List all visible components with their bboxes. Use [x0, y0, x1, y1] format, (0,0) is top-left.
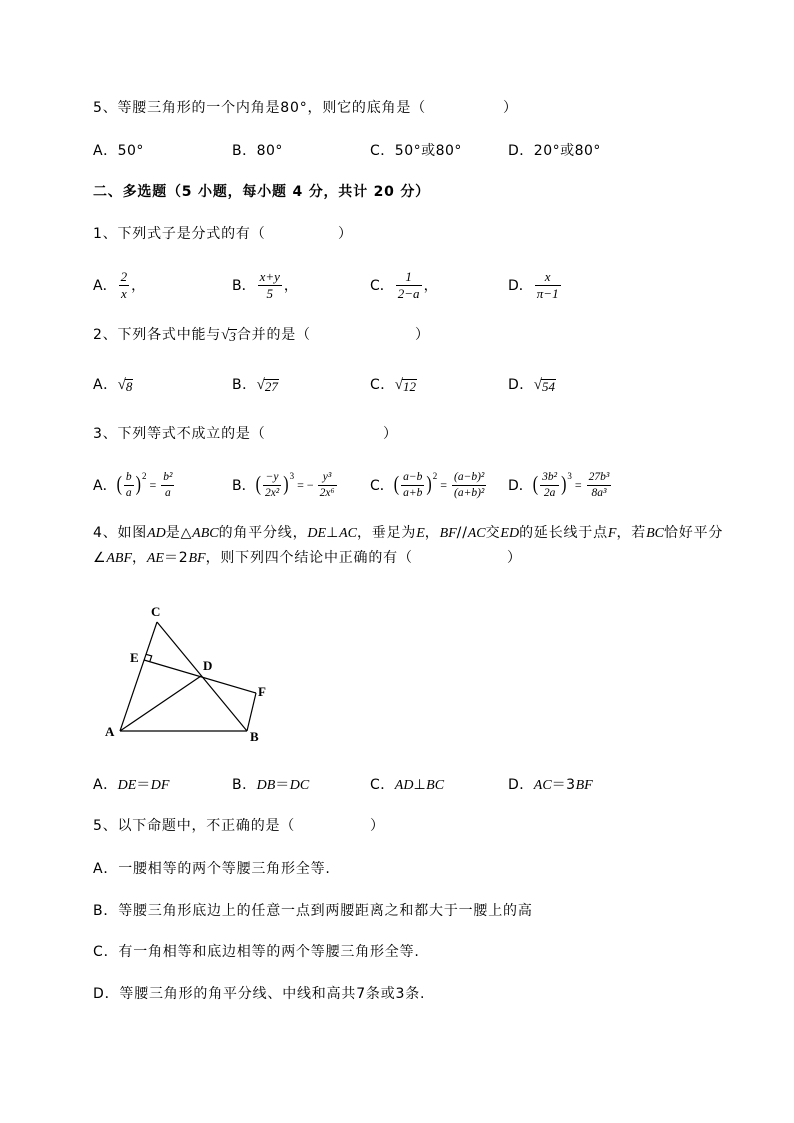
- equals-sign: =: [440, 477, 447, 492]
- option-d: [508, 466, 613, 504]
- text-segment: ＝: [275, 777, 290, 793]
- math-variable: ED: [500, 526, 520, 541]
- numerator: x+y: [259, 268, 280, 284]
- option-label: A．: [93, 143, 118, 159]
- option-c: [370, 267, 438, 303]
- fraction: [396, 270, 422, 301]
- math-variable: BC: [646, 526, 664, 541]
- text-segment: ，则下列四个结论中正确的有（: [205, 550, 413, 566]
- close-paren: ): [283, 472, 289, 496]
- option-d: [508, 141, 601, 161]
- text-segment: ＝2: [163, 550, 189, 566]
- answer-close-paren: ）: [507, 550, 521, 566]
- radicand: 8: [125, 378, 133, 394]
- option-d: [508, 375, 556, 395]
- lhs-expression: [117, 466, 147, 504]
- text-segment: 4、如图: [93, 525, 148, 541]
- radical-sign: √: [221, 326, 230, 343]
- option-expression: [534, 777, 593, 793]
- text-segment: ∠: [93, 550, 107, 566]
- option-d: [93, 984, 425, 1004]
- denominator: x: [119, 285, 130, 301]
- option-b: [232, 466, 339, 504]
- q2-stem: [93, 325, 311, 345]
- side-ac: [120, 622, 157, 731]
- open-paren: (: [532, 472, 539, 496]
- fraction: [452, 471, 486, 500]
- radicand: 54: [542, 378, 556, 394]
- radical-expression: [395, 377, 417, 394]
- option-a: [93, 267, 145, 303]
- minus-sign: −: [306, 477, 314, 492]
- text-segment: ＝3: [551, 777, 576, 793]
- radicand: 27: [264, 378, 278, 394]
- fraction: [258, 270, 282, 301]
- math-variable: BF: [575, 778, 593, 793]
- option-label: B．: [232, 278, 256, 294]
- math-variable: AD: [394, 778, 414, 793]
- q5-single-options: [93, 141, 733, 161]
- stem-text: 5、以下命题中，不正确的是（: [93, 818, 296, 834]
- stem-text: 5、等腰三角形的一个内角是80°，则它的底角是（: [93, 100, 426, 116]
- lhs-expression: [394, 466, 437, 504]
- numerator: y³: [322, 470, 332, 483]
- option-c: [370, 775, 444, 796]
- exponent: 2: [141, 471, 147, 481]
- fraction: [119, 270, 130, 301]
- option-text: 50°或80°: [394, 143, 462, 159]
- option-label: D．: [508, 478, 533, 494]
- option-c: [93, 942, 420, 962]
- denominator: a+b: [403, 486, 423, 499]
- text-segment: 是△: [165, 525, 193, 541]
- fraction: [161, 471, 174, 500]
- option-d: [508, 267, 563, 303]
- option-b: [232, 267, 298, 303]
- option-a: [93, 775, 169, 796]
- option-b: [232, 375, 279, 395]
- option-label: A．: [93, 278, 117, 294]
- fraction: [587, 471, 612, 500]
- option-label: C．: [370, 278, 394, 294]
- math-variable: BC: [426, 778, 445, 793]
- equals-sign: =: [574, 477, 582, 492]
- option-expression: [257, 777, 310, 793]
- vertex-label-a: A: [105, 724, 115, 739]
- exponent: 3: [289, 471, 295, 481]
- math-variable: AC: [533, 778, 552, 793]
- math-variable: ABF: [106, 551, 133, 566]
- q1-options: [93, 267, 733, 303]
- option-label: A．: [93, 777, 118, 793]
- section-title: [93, 182, 430, 202]
- option-label: C．: [370, 143, 395, 159]
- option-c: [370, 141, 462, 161]
- radical-sign: √: [533, 376, 543, 393]
- option-text: 等腰三角形的角平分线、中线和高共7条或3条.: [119, 986, 426, 1002]
- fraction: [263, 471, 281, 500]
- radical-expression: [221, 327, 237, 344]
- option-text: 有一角相等和底边相等的两个等腰三角形全等.: [118, 944, 420, 960]
- math-variable: DE: [307, 526, 327, 541]
- close-paren: ): [561, 472, 567, 496]
- text-segment: ，: [424, 525, 440, 541]
- text-segment: ⊥: [413, 777, 427, 793]
- lhs-expression: [256, 466, 294, 504]
- text-segment: ＝: [136, 777, 151, 793]
- denominator: 2x²: [264, 486, 280, 499]
- option-a: [93, 375, 133, 395]
- numerator: b²: [163, 470, 173, 483]
- numerator: x: [544, 268, 551, 284]
- radical-sign: √: [256, 376, 265, 393]
- close-paren: ): [426, 472, 432, 496]
- text-segment: 恰好平分: [663, 525, 724, 541]
- numerator: 2: [120, 268, 128, 284]
- math-variable: DE: [117, 778, 137, 793]
- numerator: 27b³: [588, 470, 610, 483]
- math-variable: AC: [339, 526, 357, 541]
- option-text: 50°: [117, 143, 144, 159]
- option-d: [508, 775, 593, 796]
- option-a: [93, 141, 144, 161]
- text-segment: //: [456, 525, 468, 541]
- radicand: 12: [403, 378, 417, 394]
- q4-stem-line-2: [93, 548, 413, 568]
- text-segment: 交: [485, 525, 501, 541]
- math-variable: DB: [256, 778, 276, 793]
- answer-close-paren: ）: [383, 426, 397, 442]
- option-b: [93, 901, 533, 921]
- option-suffix: ，: [131, 278, 146, 294]
- radical-expression: [257, 377, 279, 394]
- answer-close-paren: ）: [503, 100, 517, 116]
- option-label: B．: [232, 377, 257, 393]
- denominator: a: [161, 485, 174, 500]
- fraction: [401, 471, 424, 500]
- stem-text: 1、下列式子是分式的有（: [93, 226, 266, 242]
- equals-sign: =: [149, 477, 157, 492]
- denominator: 8a³: [587, 485, 612, 500]
- option-label: A．: [93, 478, 117, 494]
- option-a: [93, 859, 331, 879]
- text-segment: 的延长线于点: [519, 525, 608, 541]
- answer-close-paren: ）: [338, 226, 352, 242]
- radicand: 3: [229, 328, 236, 344]
- exponent: 3: [567, 471, 572, 481]
- option-c: [370, 375, 417, 395]
- q1-stem: [93, 224, 266, 244]
- answer-close-paren: ）: [415, 327, 429, 343]
- segment-ad: [120, 676, 201, 731]
- open-paren: (: [116, 472, 122, 496]
- numerator: −y: [265, 470, 279, 483]
- segment-bf: [247, 693, 256, 731]
- math-variable: DC: [289, 778, 310, 793]
- option-label: C．: [370, 478, 394, 494]
- option-text: 一腰相等的两个等腰三角形全等.: [118, 861, 331, 877]
- option-c: [370, 466, 488, 504]
- radical-sign: √: [117, 376, 126, 393]
- math-variable: BF: [188, 551, 206, 566]
- section-title-text: 二、多选题（5 小题，每小题 4 分，共计 20 分）: [93, 184, 430, 200]
- option-label: D．: [508, 143, 534, 159]
- option-suffix: ，: [423, 278, 438, 294]
- option-text: 等腰三角形底边上的任意一点到两腰距离之和都大于一腰上的高: [118, 903, 533, 919]
- numerator: b: [125, 470, 132, 483]
- option-expression: [395, 777, 444, 793]
- answer-close-paren: ）: [370, 818, 384, 834]
- option-suffix: ，: [283, 278, 298, 294]
- q4-options: [93, 775, 733, 795]
- math-variable: E: [416, 526, 425, 541]
- fraction: [124, 471, 134, 500]
- option-label: C．: [370, 377, 395, 393]
- text-segment: ，: [132, 550, 147, 566]
- math-variable: AC: [467, 526, 486, 541]
- radical-sign: √: [394, 376, 404, 393]
- lhs-expression: [533, 466, 572, 504]
- text-segment: ⊥: [326, 525, 340, 541]
- denominator: 2a: [540, 485, 559, 500]
- vertex-label-f: F: [258, 684, 266, 699]
- option-b: [232, 775, 309, 796]
- denominator: π−1: [536, 285, 559, 301]
- q3-options: [93, 466, 733, 504]
- q5-single-stem: [93, 98, 426, 118]
- option-text: 80°: [256, 143, 283, 159]
- math-variable: F: [607, 526, 617, 541]
- option-label: C．: [93, 944, 119, 960]
- option-label: D．: [508, 777, 534, 793]
- close-paren: ): [135, 472, 141, 496]
- stem-text: 合并的是（: [236, 327, 311, 343]
- stem-text: 2、下列各式中能与: [93, 327, 222, 343]
- math-variable: ABC: [192, 526, 219, 541]
- option-label: D．: [508, 377, 534, 393]
- numerator: (a−b)²: [453, 470, 485, 483]
- text-segment: 的角平分线，: [218, 525, 308, 541]
- option-label: B．: [232, 777, 257, 793]
- vertex-label-e: E: [130, 650, 139, 665]
- vertex-label-c: C: [151, 604, 161, 619]
- math-variable: DF: [150, 778, 170, 793]
- option-label: B．: [93, 903, 119, 919]
- text-segment: ，若: [616, 525, 647, 541]
- vertex-label-b: B: [250, 729, 259, 744]
- triangle-figure: [0, 595, 300, 755]
- exponent: 2: [432, 471, 438, 481]
- radical-expression: [534, 377, 556, 394]
- q4-stem-line-1: [93, 523, 723, 543]
- option-label: D．: [93, 986, 120, 1002]
- denominator: a: [125, 486, 132, 499]
- fraction: [535, 270, 561, 301]
- numerator: a−b: [403, 470, 423, 483]
- option-label: B．: [232, 478, 256, 494]
- option-label: A．: [93, 861, 119, 877]
- fraction: [318, 471, 337, 500]
- math-variable: AE: [146, 551, 164, 566]
- option-label: C．: [370, 777, 395, 793]
- stem-text: 3、下列等式不成立的是（: [93, 426, 266, 442]
- option-b: [232, 141, 283, 161]
- option-a: [93, 466, 176, 504]
- denominator: (a+b)²: [453, 486, 485, 499]
- math-variable: AD: [147, 526, 166, 541]
- option-label: B．: [232, 143, 257, 159]
- numerator: 1: [405, 268, 412, 284]
- q5-multi-stem: [93, 816, 295, 836]
- equals-sign: =: [297, 477, 304, 492]
- text-segment: ，垂足为: [356, 525, 417, 541]
- radical-expression: [118, 377, 134, 394]
- open-paren: (: [255, 472, 261, 496]
- option-label: A．: [93, 377, 118, 393]
- q2-options: [93, 375, 733, 395]
- option-label: D．: [508, 278, 533, 294]
- denominator: 2−a: [397, 285, 420, 301]
- math-variable: BF: [439, 526, 457, 541]
- denominator: 2x⁶: [319, 486, 335, 499]
- numerator: 3b²: [542, 470, 558, 483]
- denominator: 5: [258, 285, 282, 301]
- q3-stem: [93, 424, 266, 444]
- open-paren: (: [393, 472, 400, 496]
- vertex-label-d: D: [203, 658, 213, 673]
- option-text: 20°或80°: [533, 143, 601, 159]
- option-expression: [118, 777, 170, 793]
- fraction: [540, 471, 559, 500]
